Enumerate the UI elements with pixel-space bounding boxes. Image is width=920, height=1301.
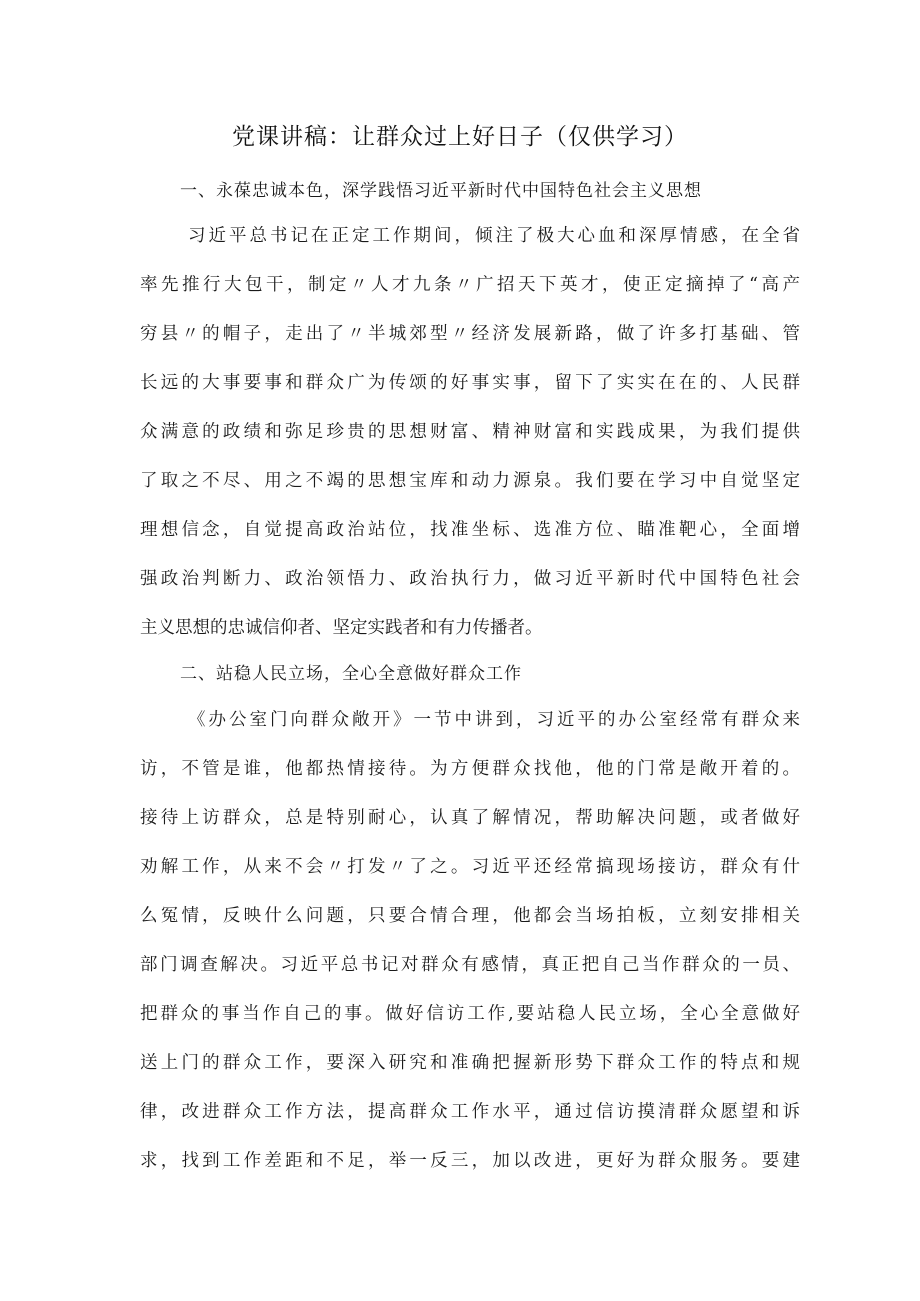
- paragraph-line: 访，不管是谁，他都热情接待。为方便群众找他，他的门常是敞开着的。: [140, 759, 800, 779]
- paragraph-line: 习近平总书记在正定工作期间，倾注了极大心血和深厚情感，在全省: [188, 226, 800, 246]
- paragraph-line: 劝解工作，从来不会〃打发〃了之。习近平还经常搞现场接访，群众有什: [140, 857, 800, 877]
- paragraph-line: 《办公室门向群众敞开》一节中讲到，习近平的办公室经常有群众来: [188, 710, 800, 730]
- paragraph-line: 把群众的事当作自己的事。做好信访工作,要站稳人民立场，全心全意做好: [140, 1004, 800, 1024]
- document-title: 党课讲稿：让群众过上好日子（仅供学习）: [232, 124, 688, 150]
- paragraph-line: 强政治判断力、政治领悟力、政治执行力，做习近平新时代中国特色社会: [140, 569, 800, 589]
- paragraph-line: 律，改进群众工作方法，提高群众工作水平，通过信访摸清群众愿望和诉: [140, 1102, 800, 1122]
- section-heading-2: 二、站稳人民立场，全心全意做好群众工作: [180, 664, 522, 684]
- section-2-paragraph: [140, 696, 800, 1186]
- paragraph-line: 了取之不尽、用之不竭的思想宝库和动力源泉。我们要在学习中自觉坚定: [140, 471, 800, 491]
- paragraph-line: 理想信念，自觉提高政治站位，找准坐标、选准方位、瞄准靶心，全面增: [140, 520, 800, 540]
- paragraph-line: 主义思想的忠诚信仰者、坚定实践者和有力传播者。: [140, 618, 543, 638]
- paragraph-line: 长远的大事要事和群众广为传颂的好事实事，留下了实实在在的、人民群: [140, 373, 800, 393]
- section-1-paragraph: [140, 212, 800, 653]
- paragraph-line: 接待上访群众，总是特别耐心，认真了解情况，帮助解决问题，或者做好: [140, 808, 800, 828]
- paragraph-line: 部门调查解决。习近平总书记对群众有感情，真正把自己当作群众的一员、: [140, 955, 800, 975]
- section-heading-1: 一、永葆忠诚本色，深学践悟习近平新时代中国特色社会主义思想: [180, 181, 702, 201]
- paragraph-line: 众满意的政绩和弥足珍贵的思想财富、精神财富和实践成果，为我们提供: [140, 422, 800, 442]
- paragraph-line: 穷县〃的帽子，走出了〃半城郊型〃经济发展新路，做了许多打基础、管: [140, 324, 800, 344]
- paragraph-line: 率先推行大包干，制定〃人才九条〃广招天下英才，使正定摘掉了“高产: [140, 275, 800, 295]
- paragraph-line: 求，找到工作差距和不足，举一反三，加以改进，更好为群众服务。要建: [140, 1151, 800, 1171]
- paragraph-line: 送上门的群众工作，要深入研究和准确把握新形势下群众工作的特点和规: [140, 1053, 800, 1073]
- paragraph-line: 么冤情，反映什么问题，只要合情合理，他都会当场拍板，立刻安排相关: [140, 906, 800, 926]
